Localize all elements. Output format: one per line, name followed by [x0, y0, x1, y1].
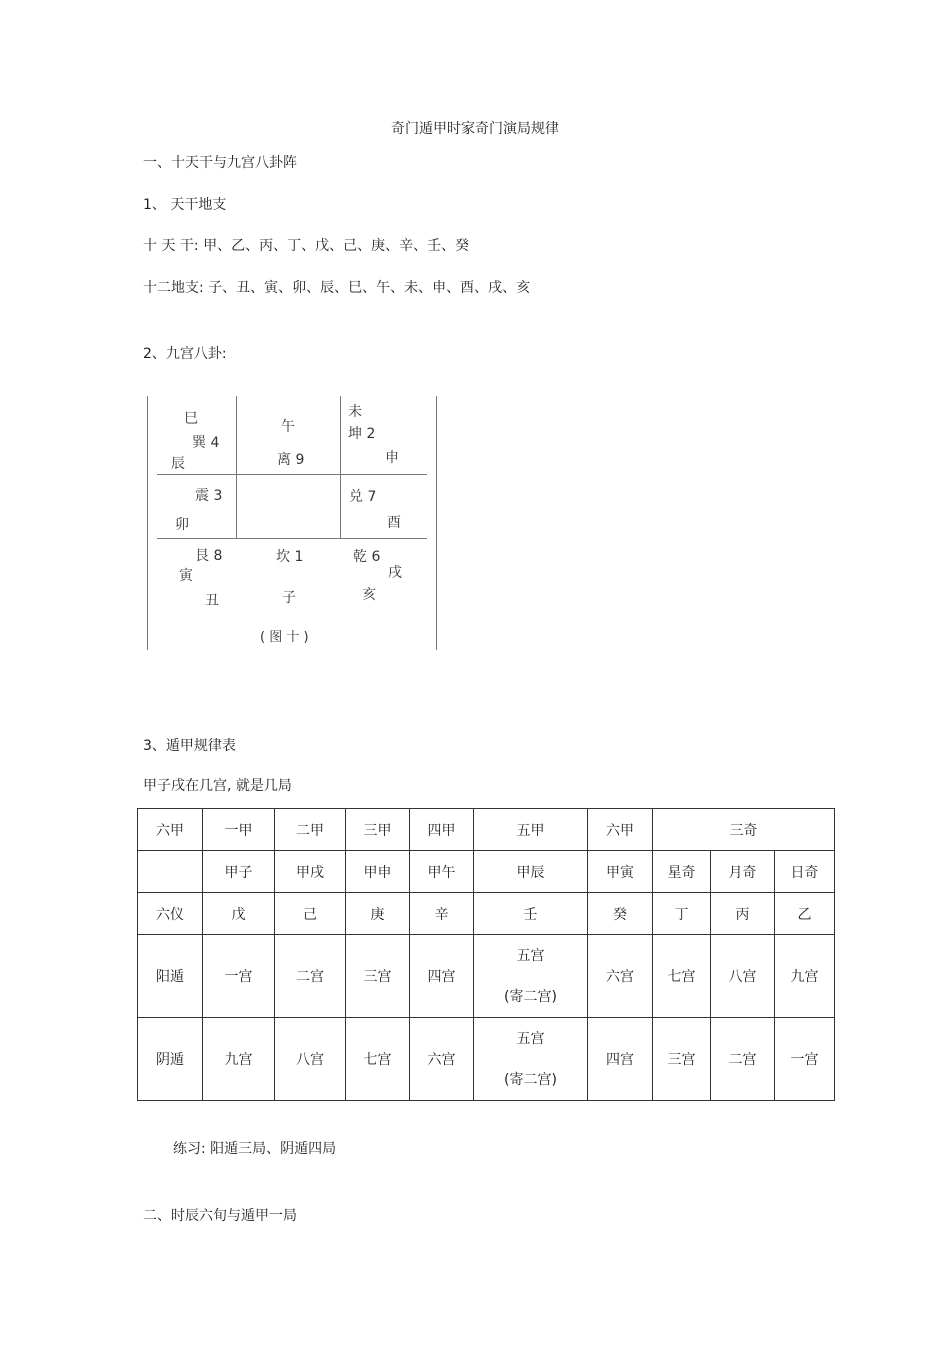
table-cell: 六宫	[410, 1018, 474, 1101]
palace-ne-trigram: 坤 2	[348, 426, 376, 442]
palace-sw-branch-c: 丑	[205, 593, 219, 609]
table-cell-wugong	[474, 935, 588, 1018]
tiangan-line: 十 天 干: 甲、乙、丙、丁、戊、己、庚、辛、壬、癸	[143, 238, 470, 254]
diagram-border-right	[436, 396, 437, 650]
table-cell: 甲午	[410, 851, 474, 893]
table-cell: 七宫	[346, 1018, 410, 1101]
palace-e-branch: 酉	[387, 515, 401, 531]
table-cell: 二甲	[275, 809, 346, 851]
table-cell: 六甲	[588, 809, 653, 851]
palace-sw-branch-b: 寅	[179, 568, 193, 584]
palace-ne-branch-a: 未	[348, 404, 362, 420]
palace-n-branch: 午	[281, 419, 295, 435]
table-cell: 乙	[775, 893, 835, 935]
table-cell: 一甲	[203, 809, 275, 851]
table-cell: 甲辰	[474, 851, 588, 893]
dunjia-rule-table	[137, 808, 835, 1101]
palace-w-trigram: 震 3	[195, 488, 223, 504]
table-cell: 三宫	[346, 935, 410, 1018]
table-cell: 九宫	[203, 1018, 275, 1101]
table-cell-sanqi-header: 三奇	[653, 809, 835, 851]
table-cell: 阴遁	[138, 1018, 203, 1101]
palace-s-branch: 子	[282, 590, 296, 606]
exercise-text: 练习: 阳遁三局、阴遁四局	[173, 1141, 337, 1157]
table-cell: 四宫	[588, 1018, 653, 1101]
table-row	[138, 893, 835, 935]
subsection-1-heading: 1、 天干地支	[143, 197, 227, 213]
table-cell: 七宫	[653, 935, 711, 1018]
table-cell: 丙	[711, 893, 775, 935]
table-row	[138, 935, 835, 1018]
subsection-2-heading: 2、九宫八卦:	[143, 346, 227, 362]
subsection-3-heading: 3、遁甲规律表	[143, 738, 236, 754]
grid-line-v1	[236, 396, 237, 539]
palace-w-branch: 卯	[175, 517, 189, 533]
palace-n-trigram: 离 9	[277, 452, 305, 468]
palace-s-trigram: 坎 1	[276, 549, 304, 565]
table-cell: 甲申	[346, 851, 410, 893]
table-cell: 六甲	[138, 809, 203, 851]
table-cell: 六仪	[138, 893, 203, 935]
table-cell: 三宫	[653, 1018, 711, 1101]
grid-line-v2	[340, 396, 341, 539]
table-cell: 二宫	[275, 935, 346, 1018]
palace-nw-branch-c: 辰	[171, 456, 185, 472]
table-cell: 日奇	[775, 851, 835, 893]
table-row	[138, 809, 835, 851]
table-cell: 甲子	[203, 851, 275, 893]
table-cell: 壬	[474, 893, 588, 935]
palace-nw-branch-a: 巳	[184, 411, 198, 427]
table-row	[138, 851, 835, 893]
palace-sw-trigram: 艮 8	[195, 548, 223, 564]
cell-line-note: (寄二宫)	[504, 1071, 557, 1088]
table-cell: 癸	[588, 893, 653, 935]
palace-se-branch-c: 亥	[362, 587, 376, 603]
table-cell: 阳遁	[138, 935, 203, 1018]
grid-line-h1	[157, 474, 427, 475]
table-cell: 一宫	[775, 1018, 835, 1101]
palace-nw-trigram: 巽 4	[192, 435, 220, 451]
table-cell: 庚	[346, 893, 410, 935]
table-cell: 六宫	[588, 935, 653, 1018]
cell-line-main: 五宫	[516, 1030, 545, 1047]
table-cell: 八宫	[711, 935, 775, 1018]
cell-line-main: 五宫	[516, 947, 545, 964]
palace-se-branch-b: 戌	[388, 565, 402, 581]
diagram-border-left	[147, 396, 148, 650]
table-cell: 一宫	[203, 935, 275, 1018]
table-cell: 二宫	[711, 1018, 775, 1101]
table-row	[138, 1018, 835, 1101]
table-cell: 辛	[410, 893, 474, 935]
table-cell: 己	[275, 893, 346, 935]
table-cell: 戊	[203, 893, 275, 935]
table-cell: 甲戌	[275, 851, 346, 893]
table-intro: 甲子戌在几宫, 就是几局	[143, 778, 292, 794]
nine-palace-diagram	[147, 396, 437, 650]
table-cell: 丁	[653, 893, 711, 935]
palace-ne-branch-c: 申	[385, 450, 399, 466]
table-cell: 星奇	[653, 851, 711, 893]
table-cell: 九宫	[775, 935, 835, 1018]
palace-se-trigram: 乾 6	[353, 549, 381, 565]
table-cell: 八宫	[275, 1018, 346, 1101]
table-cell: 甲寅	[588, 851, 653, 893]
section2-heading: 二、时辰六旬与遁甲一局	[143, 1208, 297, 1224]
dizhi-line: 十二地支: 子、丑、寅、卯、辰、巳、午、未、申、酉、戌、亥	[143, 280, 531, 296]
table-cell	[138, 851, 203, 893]
table-cell: 三甲	[346, 809, 410, 851]
table-cell: 四宫	[410, 935, 474, 1018]
section1-heading: 一、十天干与九宫八卦阵	[143, 155, 297, 171]
diagram-caption: ( 图 十 )	[260, 630, 309, 645]
page-title: 奇门遁甲时家奇门演局规律	[391, 121, 559, 137]
table-cell: 五甲	[474, 809, 588, 851]
cell-line-note: (寄二宫)	[504, 988, 557, 1005]
grid-line-h2	[157, 538, 427, 539]
palace-e-trigram: 兑 7	[349, 489, 377, 505]
table-cell: 四甲	[410, 809, 474, 851]
table-cell: 月奇	[711, 851, 775, 893]
table-cell-wugong	[474, 1018, 588, 1101]
